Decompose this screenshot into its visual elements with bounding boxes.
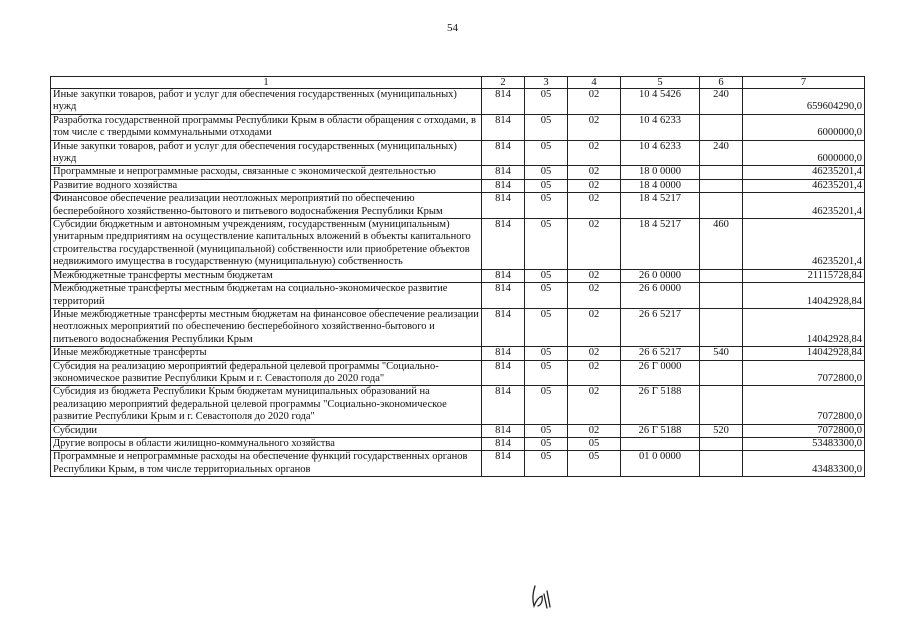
row-amount-cell: 7072800,0 bbox=[743, 424, 865, 437]
row-code-cell bbox=[700, 114, 743, 140]
row-code-cell: 18 0 0000 bbox=[621, 166, 700, 179]
row-name-cell: Межбюджетные трансферты местным бюджетам bbox=[51, 269, 482, 282]
row-amount-cell: 14042928,84 bbox=[743, 347, 865, 360]
row-code-cell: 02 bbox=[568, 166, 621, 179]
row-code-cell: 18 4 5217 bbox=[621, 219, 700, 270]
row-name-cell: Иные межбюджетные трансферты местным бюджетам на финансовое обеспечение реализации неотложных мероприятий по обеспечению бесперебойного хозяйственно-бытового и питьевого водоснабжения Республики Крым bbox=[51, 308, 482, 346]
row-code-cell: 814 bbox=[482, 89, 525, 115]
row-code-cell: 814 bbox=[482, 179, 525, 192]
row-code-cell: 814 bbox=[482, 283, 525, 309]
row-code-cell: 814 bbox=[482, 308, 525, 346]
handwritten-initials-mark bbox=[528, 582, 554, 610]
row-code-cell: 05 bbox=[525, 269, 568, 282]
row-code-cell bbox=[700, 451, 743, 477]
row-code-cell: 05 bbox=[525, 114, 568, 140]
row-code-cell: 01 0 0000 bbox=[621, 451, 700, 477]
column-header: 6 bbox=[700, 77, 743, 89]
row-name-cell: Субсидии бюджетным и автономным учреждениям, государственным (муниципальным) унитарным предприятиям на осуществление капитальных вложений в объекты капитального строительства государственной (муниципальной) собственности или приобретение объектов недвижимого имущества в государственную (муниципальную) собственность bbox=[51, 219, 482, 270]
row-code-cell: 26 6 5217 bbox=[621, 308, 700, 346]
row-code-cell bbox=[700, 283, 743, 309]
table-row bbox=[51, 269, 865, 282]
budget-table bbox=[50, 76, 865, 477]
row-name-cell: Субсидия из бюджета Республики Крым бюджетам муниципальных образований на реализацию мероприятий федеральной целевой программы "Социально-экономическое развитие Республики Крым и г. Севастополя до 2020 года" bbox=[51, 386, 482, 424]
row-code-cell: 02 bbox=[568, 386, 621, 424]
row-name-cell: Программные и непрограммные расходы, связанные с экономической деятельностью bbox=[51, 166, 482, 179]
row-code-cell: 05 bbox=[525, 451, 568, 477]
row-code-cell: 02 bbox=[568, 424, 621, 437]
row-code-cell: 520 bbox=[700, 424, 743, 437]
row-name-cell: Развитие водного хозяйства bbox=[51, 179, 482, 192]
row-amount-cell: 14042928,84 bbox=[743, 283, 865, 309]
row-name-cell: Программные и непрограммные расходы на обеспечение функций государственных органов Республики Крым, в том числе территориальных органов bbox=[51, 451, 482, 477]
row-code-cell: 814 bbox=[482, 140, 525, 166]
row-code-cell: 02 bbox=[568, 193, 621, 219]
row-code-cell: 814 bbox=[482, 219, 525, 270]
row-amount-cell: 46235201,4 bbox=[743, 166, 865, 179]
table-row bbox=[51, 386, 865, 424]
row-code-cell: 814 bbox=[482, 166, 525, 179]
table-row bbox=[51, 424, 865, 437]
row-code-cell: 05 bbox=[525, 437, 568, 450]
row-amount-cell: 46235201,4 bbox=[743, 219, 865, 270]
row-name-cell: Иные закупки товаров, работ и услуг для обеспечения государственных (муниципальных) нужд bbox=[51, 89, 482, 115]
row-code-cell: 814 bbox=[482, 437, 525, 450]
row-code-cell: 05 bbox=[525, 193, 568, 219]
row-code-cell: 05 bbox=[525, 360, 568, 386]
row-code-cell bbox=[700, 308, 743, 346]
table-row bbox=[51, 360, 865, 386]
row-code-cell: 814 bbox=[482, 424, 525, 437]
table-row bbox=[51, 89, 865, 115]
row-code-cell: 814 bbox=[482, 451, 525, 477]
row-code-cell: 10 4 5426 bbox=[621, 89, 700, 115]
column-header: 2 bbox=[482, 77, 525, 89]
row-code-cell: 26 0 0000 bbox=[621, 269, 700, 282]
row-amount-cell: 6000000,0 bbox=[743, 140, 865, 166]
row-code-cell: 10 4 6233 bbox=[621, 114, 700, 140]
row-code-cell: 02 bbox=[568, 89, 621, 115]
row-code-cell: 02 bbox=[568, 114, 621, 140]
row-name-cell: Иные закупки товаров, работ и услуг для обеспечения государственных (муниципальных) нужд bbox=[51, 140, 482, 166]
row-code-cell: 240 bbox=[700, 140, 743, 166]
row-code-cell: 18 4 5217 bbox=[621, 193, 700, 219]
row-code-cell bbox=[700, 166, 743, 179]
row-code-cell: 02 bbox=[568, 179, 621, 192]
table-row bbox=[51, 451, 865, 477]
table-row bbox=[51, 219, 865, 270]
table-row bbox=[51, 193, 865, 219]
row-code-cell: 02 bbox=[568, 360, 621, 386]
column-header: 5 bbox=[621, 77, 700, 89]
column-header: 3 bbox=[525, 77, 568, 89]
table-row bbox=[51, 140, 865, 166]
row-code-cell: 10 4 6233 bbox=[621, 140, 700, 166]
row-code-cell: 05 bbox=[525, 89, 568, 115]
column-header: 1 bbox=[51, 77, 482, 89]
row-code-cell: 26 Г 5188 bbox=[621, 386, 700, 424]
row-code-cell: 814 bbox=[482, 347, 525, 360]
row-amount-cell: 43483300,0 bbox=[743, 451, 865, 477]
row-code-cell: 05 bbox=[525, 166, 568, 179]
row-code-cell: 240 bbox=[700, 89, 743, 115]
row-code-cell: 814 bbox=[482, 360, 525, 386]
row-code-cell: 02 bbox=[568, 347, 621, 360]
row-code-cell bbox=[700, 179, 743, 192]
row-code-cell: 26 Г 5188 bbox=[621, 424, 700, 437]
row-code-cell: 26 Г 0000 bbox=[621, 360, 700, 386]
row-code-cell: 540 bbox=[700, 347, 743, 360]
row-code-cell bbox=[700, 193, 743, 219]
row-code-cell bbox=[700, 269, 743, 282]
row-code-cell: 05 bbox=[568, 437, 621, 450]
row-code-cell: 26 6 5217 bbox=[621, 347, 700, 360]
table-row bbox=[51, 283, 865, 309]
row-code-cell: 460 bbox=[700, 219, 743, 270]
row-code-cell: 814 bbox=[482, 269, 525, 282]
row-code-cell: 05 bbox=[525, 386, 568, 424]
page-number: 54 bbox=[447, 22, 458, 34]
row-code-cell: 814 bbox=[482, 386, 525, 424]
column-header: 4 bbox=[568, 77, 621, 89]
row-code-cell: 05 bbox=[525, 424, 568, 437]
row-code-cell: 02 bbox=[568, 140, 621, 166]
table-header-row bbox=[51, 77, 865, 89]
row-code-cell: 05 bbox=[568, 451, 621, 477]
row-code-cell bbox=[621, 437, 700, 450]
row-code-cell: 814 bbox=[482, 114, 525, 140]
row-code-cell bbox=[700, 386, 743, 424]
row-name-cell: Межбюджетные трансферты местным бюджетам на социально-экономическое развитие территорий bbox=[51, 283, 482, 309]
row-amount-cell: 14042928,84 bbox=[743, 308, 865, 346]
table-row bbox=[51, 166, 865, 179]
table-row bbox=[51, 114, 865, 140]
row-code-cell: 18 4 0000 bbox=[621, 179, 700, 192]
row-name-cell: Субсидии bbox=[51, 424, 482, 437]
row-code-cell: 05 bbox=[525, 219, 568, 270]
row-amount-cell: 46235201,4 bbox=[743, 179, 865, 192]
row-amount-cell: 46235201,4 bbox=[743, 193, 865, 219]
row-name-cell: Другие вопросы в области жилищно-коммунального хозяйства bbox=[51, 437, 482, 450]
table-row bbox=[51, 437, 865, 450]
row-code-cell: 05 bbox=[525, 347, 568, 360]
row-code-cell: 05 bbox=[525, 308, 568, 346]
column-header: 7 bbox=[743, 77, 865, 89]
table-row bbox=[51, 179, 865, 192]
row-amount-cell: 659604290,0 bbox=[743, 89, 865, 115]
row-code-cell: 814 bbox=[482, 193, 525, 219]
row-code-cell: 05 bbox=[525, 179, 568, 192]
table-row bbox=[51, 308, 865, 346]
row-name-cell: Разработка государственной программы Республики Крым в области обращения с отходами, в том числе с твердыми коммунальными отходами bbox=[51, 114, 482, 140]
row-code-cell: 05 bbox=[525, 140, 568, 166]
row-name-cell: Субсидия на реализацию мероприятий федеральной целевой программы "Социально-экономическое развитие Республики Крым и г. Севастополя до 2020 года" bbox=[51, 360, 482, 386]
row-amount-cell: 6000000,0 bbox=[743, 114, 865, 140]
row-code-cell bbox=[700, 437, 743, 450]
row-amount-cell: 21115728,84 bbox=[743, 269, 865, 282]
row-amount-cell: 53483300,0 bbox=[743, 437, 865, 450]
row-code-cell: 02 bbox=[568, 269, 621, 282]
row-code-cell bbox=[700, 360, 743, 386]
table-row bbox=[51, 347, 865, 360]
row-code-cell: 02 bbox=[568, 219, 621, 270]
row-name-cell: Иные межбюджетные трансферты bbox=[51, 347, 482, 360]
row-code-cell: 26 6 0000 bbox=[621, 283, 700, 309]
row-code-cell: 02 bbox=[568, 308, 621, 346]
row-code-cell: 05 bbox=[525, 283, 568, 309]
row-amount-cell: 7072800,0 bbox=[743, 386, 865, 424]
row-code-cell: 02 bbox=[568, 283, 621, 309]
row-amount-cell: 7072800,0 bbox=[743, 360, 865, 386]
row-name-cell: Финансовое обеспечение реализации неотложных мероприятий по обеспечению бесперебойного хозяйственно-бытового и питьевого водоснабжения Республики Крым bbox=[51, 193, 482, 219]
